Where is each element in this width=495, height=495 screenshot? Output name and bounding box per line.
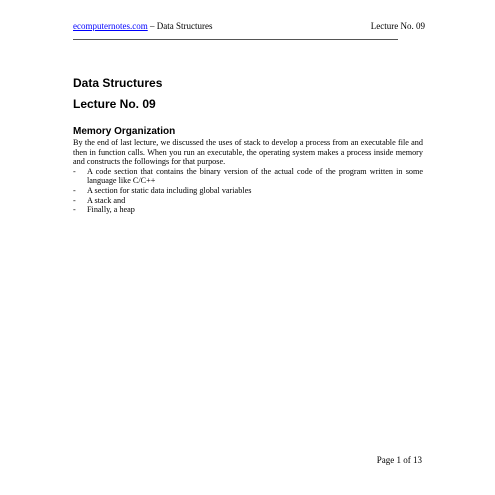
list-item [73,196,423,206]
bullet-marker: - [73,166,76,176]
header-subject: Data Structures [156,21,213,31]
list-item [73,186,423,196]
list-item [73,205,423,215]
site-link[interactable]: ecomputernotes.com [73,21,148,31]
header-divider [73,39,398,40]
lecture-title: Lecture No. 09 [73,97,156,111]
list-item-text: A code section that contains the binary version of the actual code of the program written in some language like C/C++ [87,166,423,186]
list-item-text: A stack and [87,195,126,205]
section-heading: Memory Organization [73,126,176,137]
list-item [73,167,423,186]
list-item-text: Finally, a heap [87,205,135,215]
bullet-marker: - [73,195,76,205]
bullet-marker: - [73,185,76,195]
header-separator: – [147,21,157,31]
list-item-text: A section for static data including global variables [87,185,252,195]
page-number: Page 1 of 13 [376,455,422,465]
intro-paragraph: By the end of last lecture, we discussed the uses of stack to develop a process from an executable file and then in function calls. When you run an executable, the operating system makes a process inside memory and constructs the followings for that purpose. [73,138,423,167]
section-body [73,138,423,215]
memory-sections-list [73,167,423,215]
header-lecture: Lecture No. 09 [370,21,425,31]
document-title: Data Structures [73,76,163,90]
bullet-marker: - [73,205,76,215]
header-left [73,21,212,32]
